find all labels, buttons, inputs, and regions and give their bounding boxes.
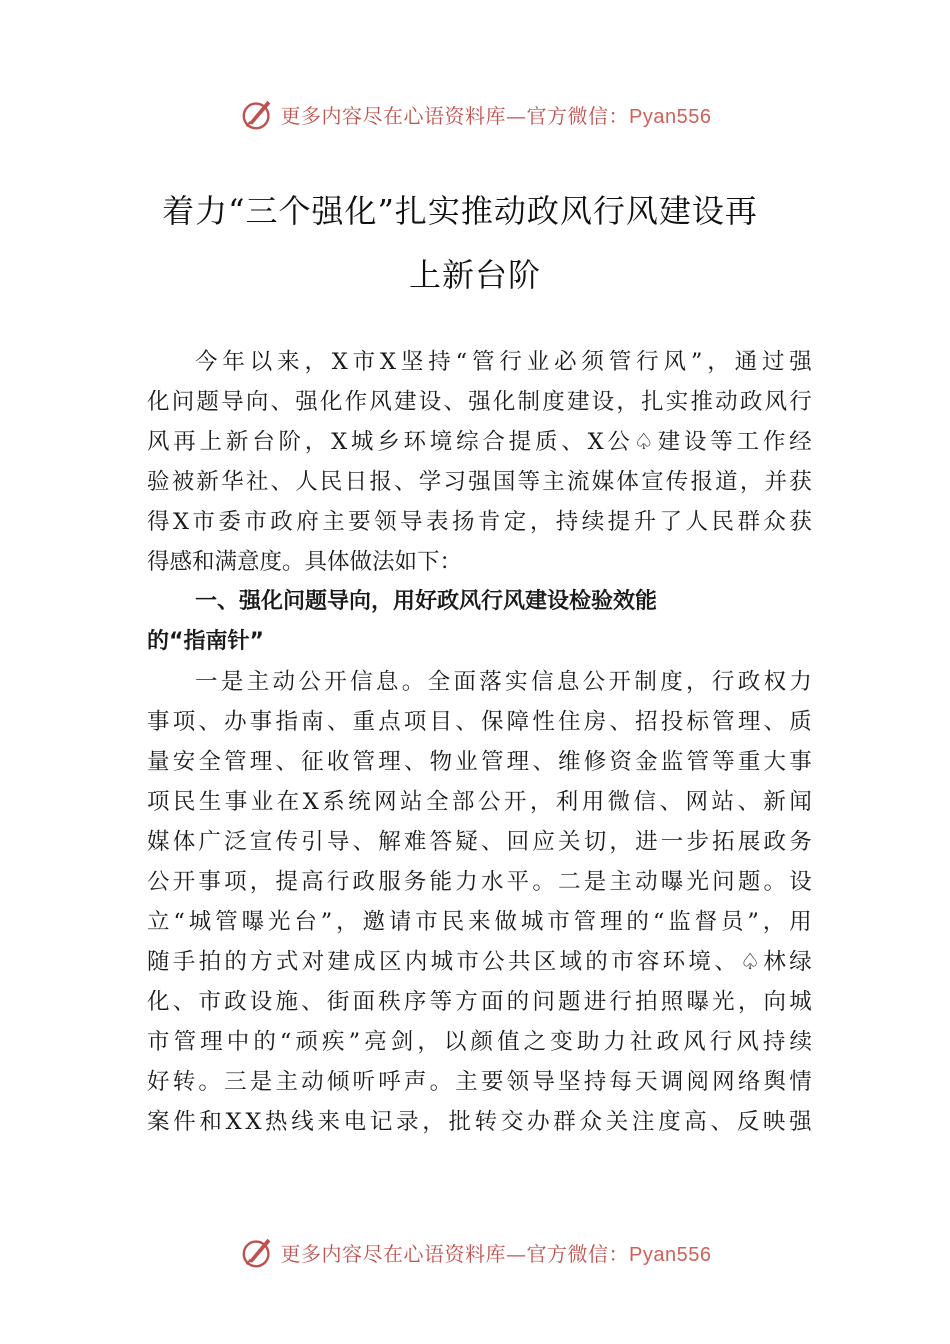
banner-wechat-id: Pyan556 — [629, 1243, 712, 1266]
section-heading-line: 一、强化问题导向，用好政风行风建设检验效能 — [195, 589, 658, 614]
paragraph-line: 今 年 以 来 ， X 市 X 坚 持 “ 管 行 业 必 须 管 行 风 ” ， 通 过 强 — [195, 349, 812, 375]
paragraph-line: 风 再 上 新 台 阶 ， X 城 乡 环 境 综 合 提 质 、 X 公 ♤ 建 设 等 工 作 经 — [147, 429, 812, 455]
section-heading-line: 的“指南针” — [147, 629, 264, 654]
document-title-line-2: 上新台阶 — [408, 256, 541, 294]
paragraph-line: 立 “ 城 管 曝 光 台 ” ， 邀 请 市 民 来 做 城 市 管 理 的 “ 监 督 员 ” ， 用 — [147, 909, 812, 935]
banner-text — [281, 100, 712, 129]
banner-slogan: 更多内容尽在心语资料库—官方微信： — [280, 1241, 630, 1266]
quill-logo-icon — [239, 1233, 277, 1271]
paragraph-line: 化 、 市 政 设 施 、 街 面 秩 序 等 方 面 的 问 题 进 行 拍 照 曝 光 ， 向 城 — [147, 989, 812, 1015]
banner-text — [281, 1238, 712, 1267]
paragraph-line: 市 管 理 中 的 “ 顽 疾 ” 亮 剑 ， 以 颜 值 之 变 助 力 社 政 风 行 风 持 续 — [147, 1029, 812, 1055]
footer-banner — [0, 1232, 950, 1272]
paragraph-line: 媒 体 广 泛 宣 传 引 导 、 解 难 答 疑 、 回 应 关 切 ， 进 一 步 拓 展 政 务 — [147, 829, 812, 855]
quill-logo-icon — [239, 95, 277, 133]
paragraph-line: 得感和满意度。具体做法如下： — [147, 549, 463, 575]
paragraph-line: 量 安 全 管 理 、 征 收 管 理 、 物 业 管 理 、 维 修 资 金 监 管 等 重 大 事 — [147, 749, 812, 775]
document-title-line-1: 着力“三个强化”扎实推动政风行风建设再 — [162, 192, 758, 230]
document-body — [147, 342, 812, 1142]
banner-slogan: 更多内容尽在心语资料库—官方微信： — [280, 103, 630, 128]
paragraph-line: 一 是 主 动 公 开 信 息 。 全 面 落 实 信 息 公 开 制 度 ， 行 政 权 力 — [195, 669, 812, 695]
header-banner — [0, 94, 950, 134]
paragraph-line: 随 手 拍 的 方 式 对 建 成 区 内 城 市 公 共 区 域 的 市 容 环 境 、 ♤ 林 绿 — [147, 949, 812, 975]
paragraph-line: 案 件 和 X X 热 线 来 电 记 录 ， 批 转 交 办 群 众 关 注 度 高 、 反 映 强 — [147, 1109, 812, 1135]
paragraph-line: 好 转 。 三 是 主 动 倾 听 呼 声 。 主 要 领 导 坚 持 每 天 调 阅 网 络 舆 情 — [147, 1069, 812, 1095]
paragraph-line: 验 被 新 华 社 、 人 民 日 报 、 学 习 强 国 等 主 流 媒 体 宣 传 报 道 ， 并 获 — [147, 469, 812, 495]
paragraph-line: 公 开 事 项 ， 提 高 行 政 服 务 能 力 水 平 。 二 是 主 动 曝 光 问 题 。 设 — [147, 869, 812, 895]
paragraph-line: 事 项 、 办 事 指 南 、 重 点 项 目 、 保 障 性 住 房 、 招 投 标 管 理 、 质 — [147, 709, 812, 735]
paragraph-line: 项 民 生 事 业 在 X 系 统 网 站 全 部 公 开 ， 利 用 微 信 、 网 站 、 新 闻 — [147, 789, 812, 815]
paragraph-line: 化 问 题 导 向 、 强 化 作 风 建 设 、 强 化 制 度 建 设 ， 扎 实 推 动 政 风 行 — [147, 389, 812, 415]
banner-wechat-id: Pyan556 — [629, 105, 712, 128]
paragraph-line: 得 X 市 委 市 政 府 主 要 领 导 表 扬 肯 定 ， 持 续 提 升 了 人 民 群 众 获 — [147, 509, 812, 535]
